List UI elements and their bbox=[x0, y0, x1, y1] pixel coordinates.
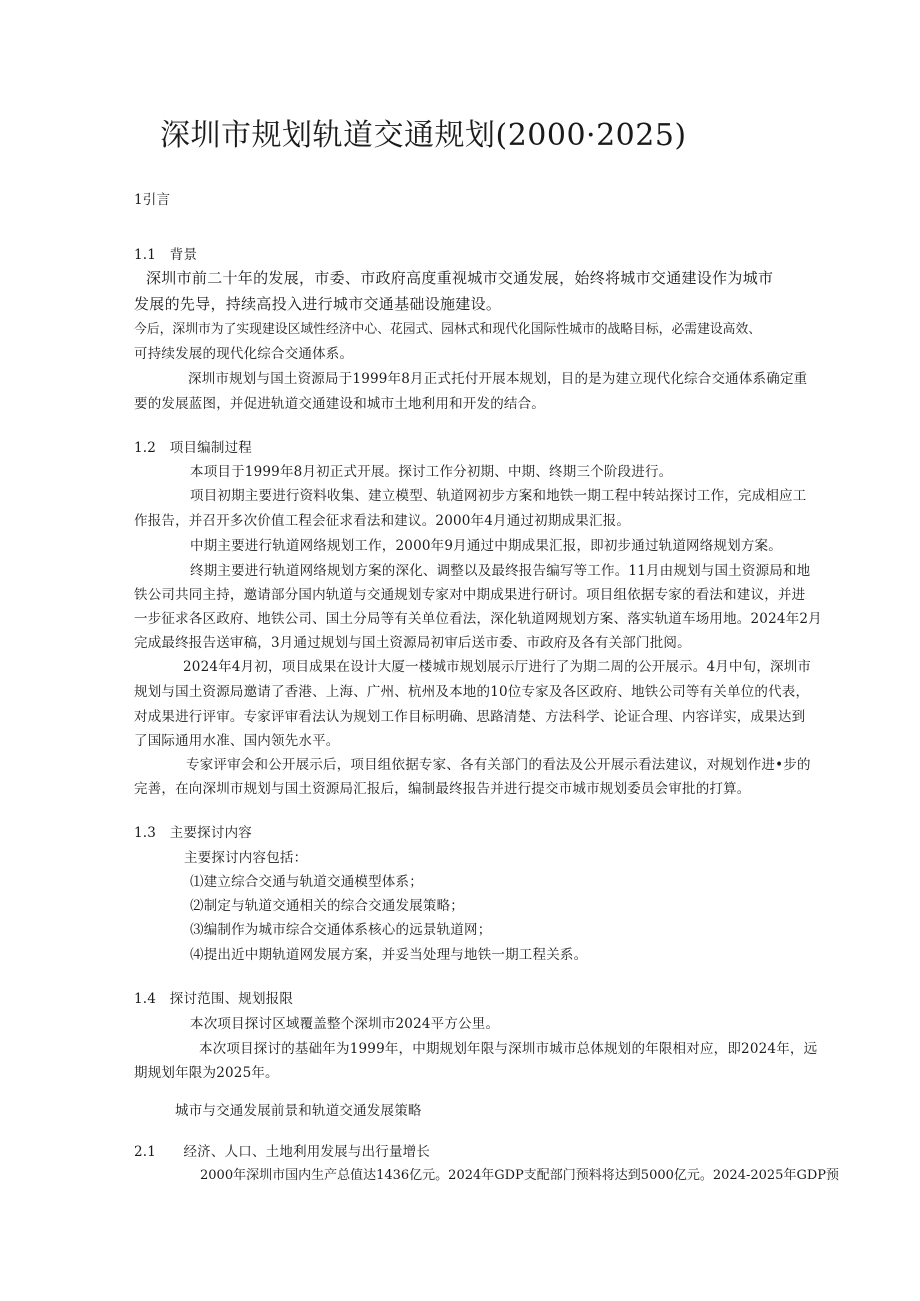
paragraph-line: 了国际通用水准、国内领先水平。 bbox=[134, 733, 340, 749]
paragraph-line: 本次项目探讨区域覆盖整个深圳市2024平方公里。 bbox=[190, 1016, 500, 1032]
list-item: ⑵制定与轨道交通相关的综合交通发展策略； bbox=[190, 898, 464, 914]
paragraph-line: 铁公司共同主持，邀请部分国内轨道与交通规划专家对中期成果进行研讨。项目组依据专家的看法和建议，并进 bbox=[134, 587, 806, 603]
list-item: ⑷提出近中期轨道网发展方案，并妥当处理与地铁一期工程关系。 bbox=[190, 947, 588, 963]
paragraph-line: 终期主要进行轨道网络规划方案的深化、调整以及最终报告编写等工作。11月由规划与国土资源局和地 bbox=[190, 563, 811, 579]
section-1-3-heading: 1.3 主要探讨内容 bbox=[134, 825, 252, 841]
paragraph-line: 可持续发展的现代化综合交通体系。 bbox=[134, 346, 354, 362]
paragraph-line: 项目初期主要进行资料收集、建立模型、轨道网初步方案和地铁一期工程中转站探讨工作，完成相应工 bbox=[190, 488, 807, 504]
paragraph-line: 深圳市规划与国土资源局于1999年8月正式托付开展本规划，目的是为建立现代化综合交通体系确定重 bbox=[188, 371, 808, 387]
paragraph-line: 2000年深圳市国内生产总值达1436亿元。2024年GDP支配部门预料将达到5000亿元。2024-2025年GDP预 bbox=[200, 1168, 840, 1183]
paragraph-line: 完成最终报告送审稿，3月通过规划与国土资源局初审后送市委、市政府及各有关部门批阅。 bbox=[134, 635, 691, 651]
paragraph-line: 今后，深圳市为了实现建设区域性经济中心、花园式、园林式和现代化国际性城市的战略目标，必需建设高效、 bbox=[134, 322, 762, 337]
section-1-4-heading: 1.4 探讨范围、规划报限 bbox=[134, 991, 294, 1007]
paragraph-line: 本次项目探讨的基础年为1999年，中期规划年限与深圳市城市总体规划的年限相对应，即2024年，远 bbox=[199, 1041, 818, 1057]
paragraph-line: 期规划年限为2025年。 bbox=[134, 1065, 279, 1081]
list-intro: 主要探讨内容包括： bbox=[184, 850, 308, 866]
section-1-1-heading: 1.1 背景 bbox=[134, 247, 198, 263]
paragraph-line: 2024年4月初，项目成果在设计大厦一楼城市规划展示厅进行了为期二周的公开展示。4月中旬，深圳市 bbox=[183, 659, 812, 675]
list-item: ⑶编制作为城市综合交通体系核心的远景轨道网； bbox=[190, 922, 492, 938]
paragraph-line: 中期主要进行轨道网络规划工作，2000年9月通过中期成果汇报，即初步通过轨道网络规划方案。 bbox=[190, 538, 782, 554]
section-2-1-heading: 2.1 经济、人口、土地利用发展与出行量增长 bbox=[134, 1144, 431, 1160]
section-1-heading: 1引言 bbox=[134, 192, 171, 208]
list-item: ⑴建立综合交通与轨道交通模型体系； bbox=[190, 874, 423, 890]
paragraph-line: 本项目于1999年8月初正式开展。探讨工作分初期、中期、终期三个阶段进行。 bbox=[190, 464, 673, 480]
paragraph-line: 发展的先导，持续高投入进行城市交通基础设施建设。 bbox=[134, 295, 502, 313]
document-title: 深圳市规划轨道交通规划(2000·2025) bbox=[160, 118, 687, 153]
paragraph-line: 规划与国土资源局邀请了香港、上海、广州、杭州及本地的10位专家及各区政府、地铁公司等有关单位的代表， bbox=[134, 684, 810, 700]
paragraph-line: 对成果进行评审。专家评审看法认为规划工作目标明确、思路清楚、方法科学、论证合理、内容详实，成果达到 bbox=[134, 709, 806, 725]
section-1-2-heading: 1.2 项目编制过程 bbox=[134, 440, 252, 456]
paragraph-line: 一步征求各区政府、地铁公司、国土分局等有关单位看法，深化轨道网规划方案、落实轨道车场用地。2024年2月 bbox=[134, 611, 822, 627]
paragraph-line: 要的发展蓝图，并促进轨道交通建设和城市土地利用和开发的结合。 bbox=[134, 396, 545, 412]
paragraph-line: 作报告，并召开多次价值工程会征求看法和建议。2000年4月通过初期成果汇报。 bbox=[134, 513, 631, 529]
paragraph-line: 深圳市前二十年的发展，市委、市政府高度重视城市交通发展，始终将城市交通建设作为城市 bbox=[146, 269, 774, 287]
paragraph-line: 专家评审会和公开展示后，项目组依据专家、各有关部门的看法及公开展示看法建议，对规划作进•步的 bbox=[186, 757, 811, 773]
paragraph-line: 完善，在向深圳市规划与国土资源局汇报后，编制最终报告并进行提交市城市规划委员会审批的打算。 bbox=[134, 781, 751, 797]
section-2-heading: 城市与交通发展前景和轨道交通发展策略 bbox=[175, 1103, 422, 1119]
